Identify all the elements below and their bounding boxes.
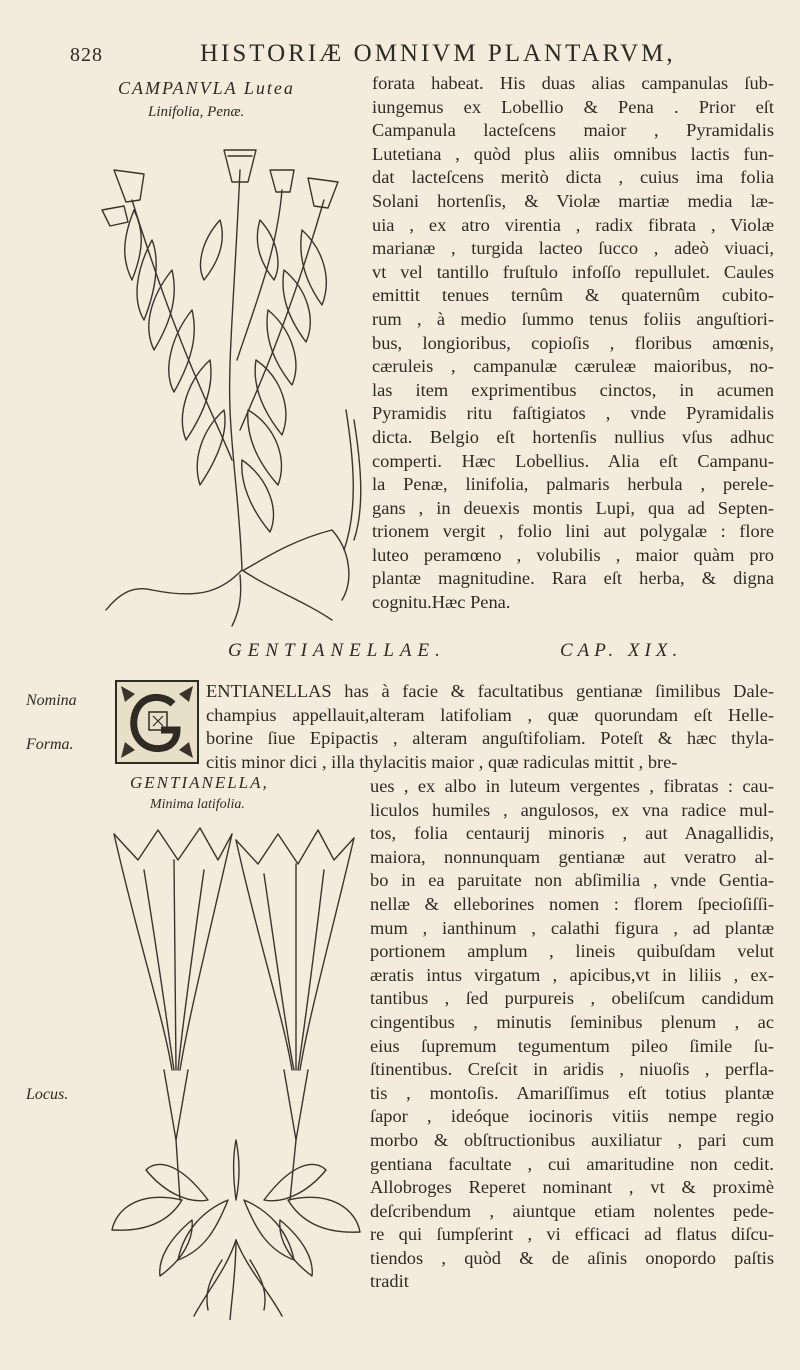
column2-line: borine ſiue Epipactis , alteram anguſtifoliam. Poteſt & hæc thyla- <box>206 728 774 749</box>
chapter-title: GENTIANELLAE. <box>228 640 446 661</box>
column3-line: Allobroges Reperet nominant , vt & proximè <box>370 1177 774 1198</box>
column3-line: deſcribendum , aiuntque etiam nolentes pede- <box>370 1200 774 1221</box>
column1-line: Campanula lactеſcens maior , Pyramidalis <box>372 120 774 141</box>
column1-line: cognitu.Hæc Pena. <box>372 592 511 613</box>
decorated-initial-icon <box>115 680 199 764</box>
column3-line: ues , ex albo in luteum vergentes , fibratas : cau- <box>370 776 774 796</box>
column3-line: re qui ſumpſerint , vi efficaci ad flatus diſcu- <box>370 1224 774 1245</box>
column1-line: las item exprimentibus cinctos, in acumen <box>372 379 774 400</box>
column3-line: morbo & obſtructionibus auxiliatur , pari cum <box>370 1129 774 1150</box>
column3-line: liculos humiles , angulosos, ex vna radice mul- <box>370 799 774 820</box>
figure1-subcaption: Linifolia, Penæ. <box>148 104 245 120</box>
margin-note-nomina: Nomina <box>26 692 77 709</box>
column1-line: marianæ , turgida lacteo ſucco , adeò viuaci, <box>372 238 774 259</box>
column1-line: comperti. Hæc Lobellius. Alia eſt Campanu- <box>372 450 774 471</box>
gentianella-woodcut-illustration <box>108 820 364 1320</box>
campanula-woodcut-illustration <box>92 130 372 630</box>
column3-line: nellæ & elleborines nomen : florem ſpecioſiſſi- <box>370 893 774 914</box>
column1-line: forata habeat. His duas alias campanulas ſub- <box>372 73 774 93</box>
column1-line: la Penæ, linifolia, palmaris herbula , perele- <box>372 474 774 495</box>
column3-line: portionem amplum , lineis quibuſdam velut <box>370 941 774 962</box>
column1-line: luteo peramœno , volubilis , maior quàm pro <box>372 544 774 565</box>
column1-line: iungemus ex Lobellio & Pena . Prior eſt <box>372 96 774 117</box>
column3-line: eius ſupremum tegumentum pileo ſimile ſu- <box>370 1035 774 1056</box>
column2-line: ENTIANELLAS has à facie & facultatibus gentianæ ſimilibus Dale- <box>206 681 774 701</box>
column3-line: ſtinentibus. Creſcit in aridis , niuoſis , perfla- <box>370 1059 774 1080</box>
column3-text <box>370 775 774 1294</box>
column3-line: tradit <box>370 1271 409 1292</box>
margin-note-locus: Locus. <box>26 1086 69 1103</box>
column3-line: tos, folia centaurij minoris , aut Anagallidis, <box>370 823 774 844</box>
figure2-caption: GENTIANELLA, <box>130 773 269 792</box>
column1-line: rum , à medio ſummo tenus foliis anguſtiori- <box>372 308 774 329</box>
column3-line: tiendos , quòd & de aſinis onopordo paſtis <box>370 1247 774 1268</box>
column3-line: cingentibus , minutis ſeminibus plenum , ac <box>370 1011 774 1032</box>
page-number: 828 <box>70 44 103 66</box>
column1-line: trionem vergit , folio lini aut polygalæ : flore <box>372 521 774 542</box>
figure1-caption: CAMPANVLA Lutea <box>118 78 295 98</box>
column1-line: Lutetiana , quòd plus aliis omnibus lactis fun- <box>372 143 774 164</box>
column3-line: tantibus , ſed purpureis , obeliſcum candidum <box>370 988 774 1009</box>
column3-line: gentiana facultate , cui amaritudine non cedit. <box>370 1153 774 1174</box>
column1-line: gans , in deuexis montis Lupi, qua ad Septen- <box>372 497 774 518</box>
column3-line: mum , ianthinum , calathi figura , ad plantæ <box>370 917 774 938</box>
column1-line: bus, longioribus, copioſis , floribus amœnis, <box>372 332 774 353</box>
column1-line: plantæ magnitudine. Rara eſt herba, & digna <box>372 568 774 589</box>
margin-note-forma: Forma. <box>26 736 74 753</box>
column2-line: champius appellauit,alteram latifoliam , quæ quorundam eſt Helle- <box>206 704 774 725</box>
column3-line: bo in ea paruitate non abſimilia , vnde Gentia- <box>370 870 774 891</box>
column1-line: Solani hortenſis, & Violæ martiæ media læ- <box>372 190 774 211</box>
running-title: HISTORIÆ OMNIVM PLANTARVM, <box>200 40 676 67</box>
column1-line: uia , ex atro virentia , radix fibrata , Violæ <box>372 214 774 235</box>
column1-text <box>372 72 774 615</box>
column1-line: vt vel tantillo fruſtulo infoſſo repullulet. Caules <box>372 261 774 282</box>
column1-line: Pyramidis ritu faſtigiatos , vnde Pyramidalis <box>372 403 774 424</box>
column1-line: cæruleis , campanulæ cæruleæ maioribus, no- <box>372 356 774 377</box>
column2-line: citis minor dici , illa thylacitis maior , quæ radiculas mittit , bre- <box>206 751 678 772</box>
column1-line: dicta. Belgio eſt hortenſis nullius vſus adhuc <box>372 426 774 447</box>
column3-line: tis , montoſis. Amariſſimus eſt totius plantæ <box>370 1082 774 1103</box>
figure2-subcaption: Minima latifolia. <box>150 797 245 812</box>
column3-line: æratis intus virgatum , apicibus,vt in liliis , ex- <box>370 964 774 985</box>
column3-line: ſapor , ideóque iocinoris vitiis nempe regio <box>370 1106 774 1127</box>
chapter-number: CAP. XIX. <box>560 640 683 661</box>
column3-line: maiora, nonnunquam gentianæ aut veratro al- <box>370 846 774 867</box>
column1-line: dat lacteſcens meritò dicta , cuius ima folia <box>372 167 774 188</box>
column2-text <box>206 680 774 774</box>
column1-line: emittit tenues ternûm & quaternûm cubito- <box>372 285 774 306</box>
